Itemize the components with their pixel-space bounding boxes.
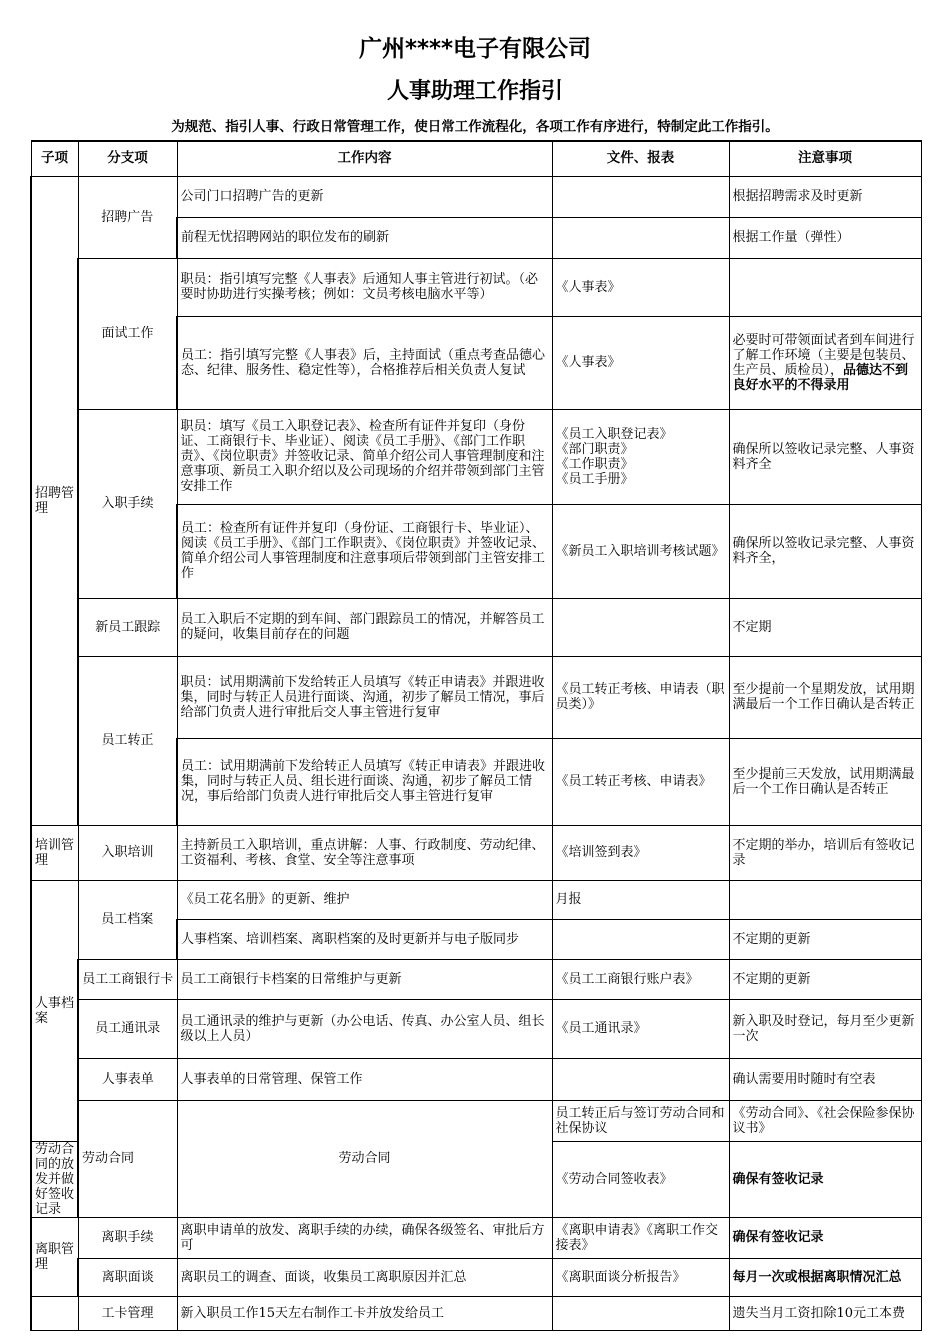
table-row [31,656,921,738]
row-note: 新入职及时登记，每月至少更新一次 [729,999,921,1058]
row-note [729,316,921,409]
row-note: 根据工作量（弹性） [729,217,921,258]
row-note-emphasis: 品德达不到良好水平的不得录用 [732,362,909,393]
row-content: 公司门口招聘广告的更新 [177,176,552,217]
row-content: 人事档案、培训档案、离职档案的及时更新并与电子版同步 [177,919,552,959]
row-note: 确认需要用时随时有空表 [729,1058,921,1100]
sub-bank: 员工工商银行卡 [78,959,177,999]
row-file [552,176,729,217]
row-note: 根据招聘需求及时更新 [729,176,921,217]
table-row [31,258,921,316]
sub-regular: 员工转正 [78,656,177,825]
table-row [31,880,921,919]
category-misc [31,1296,78,1330]
row-file: 《培训签到表》 [552,825,729,880]
category-labor: 劳动合同 [78,1100,177,1217]
row-file: 《员工转正考核、申请表（职员类）》 [552,656,729,738]
row-note-text: 必要时可带领面试者到车间进行了解工作环境（主要是包装员、生产员、质检员）， [732,332,915,378]
row-note: 不定期的举办，培训后有签收记录 [729,825,921,880]
table-row [31,1058,921,1100]
table-row [31,176,921,217]
sub-resign: 离职手续 [78,1217,177,1258]
row-note: 不定期 [729,598,921,656]
sub-file: 员工档案 [78,880,177,959]
row-content: 新入职员工作15天左右制作工卡并放发给员工 [177,1296,552,1330]
table-row [31,1217,921,1258]
sub-interview: 面试工作 [78,258,177,409]
category-recruit: 招聘管理 [31,176,78,825]
row-content: 离职员工的调查、面谈，收集员工离职原因并汇总 [177,1258,552,1296]
row-note: 至少提前一个星期发放，试用期满最后一个工作日确认是否转正 [729,656,921,738]
row-file [552,598,729,656]
sub-form: 人事表单 [78,1058,177,1100]
row-file: 《离职面谈分析报告》 [552,1258,729,1296]
row-content: 员工工商银行卡档案的日常维护与更新 [177,959,552,999]
row-note: 至少提前三天发放，试用期满最后一个工作日确认是否转正 [729,738,921,825]
row-content: 员工：指引填写完整《人事表》后，主持面试（重点考查品德心态、纪律、服务性、稳定性等），合格推荐后相关负责人复试 [177,316,552,409]
sub-contacts: 员工通讯录 [78,999,177,1058]
col-header-notes: 注意事项 [729,141,921,176]
row-content: 员工：试用期满前下发给转正人员填写《转正申请表》并跟进收集，同时与转正人员、组长进行面谈、沟通，初步了解员工情况，事后给部门负责人进行审批后交人事主管进行复审 [177,738,552,825]
row-file: 《劳动合同签收表》 [552,1141,729,1217]
row-note: 不定期的更新 [729,959,921,999]
row-file [552,919,729,959]
row-note: 确保所以签收记录完整、人事资料齐全， [729,504,921,598]
sub-contract: 劳动合同 [177,1100,552,1217]
row-content: 主持新员工入职培训，重点讲解：人事、行政制度、劳动纪律、工资福利、考核、食堂、安全等注意事项 [177,825,552,880]
row-content: 员工入职后不定期的到车间、部门跟踪员工的情况，并解答员工的疑问，收集目前存在的问题 [177,598,552,656]
header-row [31,141,921,176]
row-file: 《人事表》 [552,258,729,316]
row-file [552,1058,729,1100]
row-file [552,1296,729,1330]
col-header-files: 文件、报表 [552,141,729,176]
sub-followup: 新员工跟踪 [78,598,177,656]
row-content: 人事表单的日常管理、保管工作 [177,1058,552,1100]
table-row [31,1296,921,1330]
document-title: 人事助理工作指引 [386,79,563,104]
row-file [552,217,729,258]
row-file: 《新员工入职培训考核试题》 [552,504,729,598]
row-note: 遗失当月工资扣除10元工本费 [729,1296,921,1330]
row-content: 职员：填写《员工入职登记表》、检查所有证件并复印（身份证、工商银行卡、毕业证）、阅读《员工手册》、《部门工作职责》、《岗位职责》并签收记录、简单介绍公司人事管理制度和注意事项、新员工入职介绍以及公司现场的介绍并带领到部门主管安排工作 [177,409,552,504]
row-note: 确保有签收记录 [729,1217,921,1258]
sub-exit: 离职面谈 [78,1258,177,1296]
row-content: 《员工花名册》的更新、维护 [177,880,552,919]
company-name: 广州****电子有限公司 [358,36,592,62]
category-leave: 离职管理 [31,1217,78,1296]
col-header-content: 工作内容 [177,141,552,176]
row-note: 确保有签收记录 [729,1141,921,1217]
row-content: 员工：检查所有证件并复印（身份证、工商银行卡、毕业证）、阅读《员工手册》、《部门工作职责》、《岗位职责》并签收记录、简单介绍公司人事管理制度和注意事项后带领到部门主管安排工作 [177,504,552,598]
col-header-item: 子项 [31,141,78,176]
table-row [31,999,921,1058]
sub-card: 工卡管理 [78,1296,177,1330]
sub-training: 入职培训 [78,825,177,880]
row-file: 《员工转正考核、申请表》 [552,738,729,825]
table-row [31,825,921,880]
guide-table [30,140,922,1331]
row-note [729,258,921,316]
table-row [31,1100,921,1141]
col-header-subitem: 分支项 [78,141,177,176]
category-archive: 人事档案 [31,880,78,1141]
row-file: 月报 [552,880,729,919]
table-row [31,598,921,656]
sub-ad: 招聘广告 [78,176,177,258]
row-note: 每月一次或根据离职情况汇总 [729,1258,921,1296]
row-file: 《员工入职登记表》 《部门职责》 《工作职责》 《员工手册》 [552,409,729,504]
table-row [31,409,921,504]
intro-text: 为规范、指引人事、行政日常管理工作，使日常工作流程化，各项工作有序进行，特制定此工作指引。 [171,119,779,135]
row-content: 员工通讯录的维护与更新（办公电话、传真、办公室人员、组长级以上人员） [177,999,552,1058]
row-content: 前程无忧招聘网站的职位发布的刷新 [177,217,552,258]
table-row [31,959,921,999]
row-file: 《员工通讯录》 [552,999,729,1058]
row-content: 职员：指引填写完整《人事表》后通知人事主管进行初试。（必要时协助进行实操考核；例如：文员考核电脑水平等） [177,258,552,316]
row-content: 劳动合同的放发并做好签收记录 [31,1141,78,1217]
row-file: 《劳动合同》、《社会保险参保协议书》 [729,1100,921,1141]
row-content: 员工转正后与签订劳动合同和社保协议 [552,1100,729,1141]
row-file: 《员工工商银行账户表》 [552,959,729,999]
row-note [729,880,921,919]
category-training: 培训管理 [31,825,78,880]
row-note: 确保所以签收记录完整、人事资料齐全 [729,409,921,504]
row-file: 《离职申请表》《离职工作交接表》 [552,1217,729,1258]
row-content: 离职申请单的放发、离职手续的办续，确保各级签名、审批后方可 [177,1217,552,1258]
row-content: 职员：试用期满前下发给转正人员填写《转正申请表》并跟进收集，同时与转正人员进行面谈、沟通，初步了解员工情况，事后给部门负责人进行审批后交人事主管进行复审 [177,656,552,738]
row-file: 《人事表》 [552,316,729,409]
sub-onboard: 入职手续 [78,409,177,598]
row-note: 不定期的更新 [729,919,921,959]
table-row [31,1258,921,1296]
